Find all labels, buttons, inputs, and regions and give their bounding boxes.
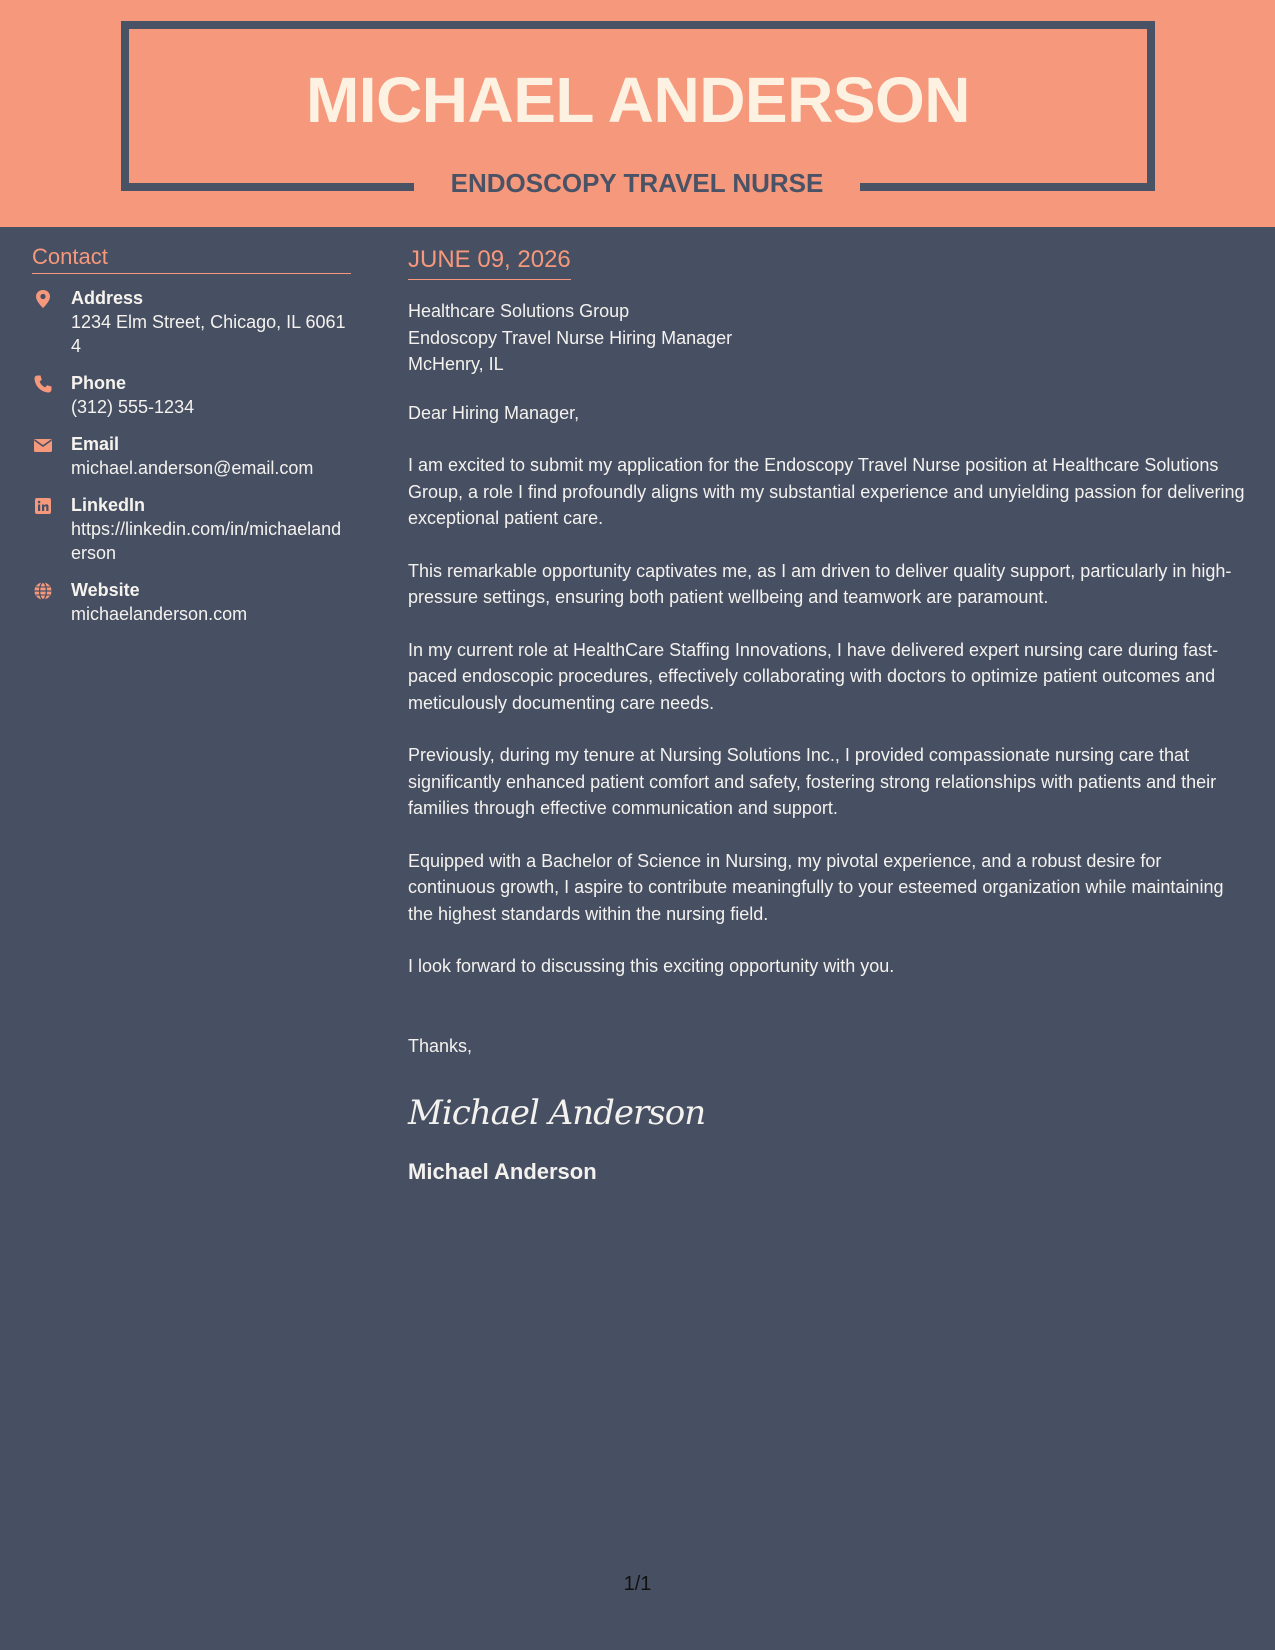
contact-item-email (32, 432, 351, 480)
contact-label: Phone (71, 373, 127, 393)
signer-name: Michael Anderson (408, 1159, 597, 1184)
contact-item-phone (32, 371, 351, 419)
paragraph (408, 953, 1253, 980)
paragraph (408, 558, 1253, 611)
recipient-block (408, 298, 1253, 378)
linkedin-icon (33, 496, 53, 516)
header-frame-bottom-right (860, 183, 1155, 191)
contact-item-linkedin (32, 493, 351, 565)
header-frame-top (121, 21, 1155, 29)
contact-label: Email (71, 434, 120, 454)
page-number: 1/1 (623, 1573, 652, 1595)
paragraph (408, 637, 1253, 717)
header-frame-left (121, 21, 129, 191)
applicant-name: MICHAEL ANDERSON (305, 64, 971, 136)
paragraph-text: Equipped with a Bachelor of Science in Nursing, my pivotal experience, and a robust desire for continuous growth, I aspire to contribute meaningfully to your esteemed organization while maintaining the highest standards within the nursing field. (408, 850, 1224, 924)
closing: Thanks, (408, 1035, 473, 1056)
paragraph-text: I look forward to discussing this exciting opportunity with you. (408, 956, 895, 976)
map-pin-icon (33, 289, 53, 309)
globe-icon (33, 581, 53, 601)
header-banner (0, 0, 1275, 227)
header-frame-right (1147, 21, 1155, 191)
paragraph (408, 848, 1253, 928)
job-title: ENDOSCOPY TRAVEL NURSE (450, 168, 824, 198)
contact-label: LinkedIn (71, 495, 146, 515)
phone-value: (312) 555-1234 (71, 397, 195, 417)
linkedin-value[interactable]: https://linkedin.com/in/michaelanderson (71, 519, 342, 563)
recipient-title: Endoscopy Travel Nurse Hiring Manager (408, 327, 733, 348)
paragraph (408, 742, 1253, 822)
contact-item-address (32, 286, 351, 358)
recipient-location: McHenry, IL (408, 354, 504, 374)
paragraph-text: I am excited to submit my application for the Endoscopy Travel Nurse position at Healthcare Solutions Group, a role I find profoundly aligns with my substantial experience and unyielding passion for delivering exceptional patient care. (408, 455, 1245, 528)
recipient-company: Healthcare Solutions Group (408, 301, 630, 321)
contact-heading: Contact (32, 242, 351, 274)
paragraph-text: Previously, during my tenure at Nursing Solutions Inc., I provided compassionate nursing care that significantly enhanced patient comfort and safety, fostering strong relationships with patients and their families through effective communication and support. (408, 745, 1217, 818)
contact-item-website (32, 578, 351, 626)
paragraph (408, 452, 1253, 532)
letter-date: JUNE 09, 2026 (408, 244, 571, 280)
paragraph-text: This remarkable opportunity captivates me, as I am driven to deliver quality support, particularly in high-pressure settings, ensuring both patient wellbeing and teamwork are paramount. (408, 560, 1232, 607)
paragraph-text: In my current role at HealthCare Staffing Innovations, I have delivered expert nursing care during fast-paced endoscopic procedures, effectively collaborating with doctors to optimize patient outcomes and meticulously documenting care needs. (408, 639, 1219, 713)
handwritten-signature: Michael Anderson (408, 1093, 706, 1133)
phone-icon (33, 374, 53, 394)
website-value[interactable]: michaelanderson.com (71, 604, 248, 624)
header-frame-bottom-left (121, 183, 414, 191)
letter-body (408, 244, 1253, 1187)
salutation: Dear Hiring Manager, (408, 402, 580, 423)
contact-label: Website (71, 580, 140, 600)
email-value[interactable]: michael.anderson@email.com (71, 458, 314, 478)
contact-sidebar (32, 242, 351, 639)
address-value: 1234 Elm Street, Chicago, IL 60614 (71, 312, 346, 356)
envelope-icon (33, 435, 53, 455)
contact-label: Address (71, 288, 144, 308)
